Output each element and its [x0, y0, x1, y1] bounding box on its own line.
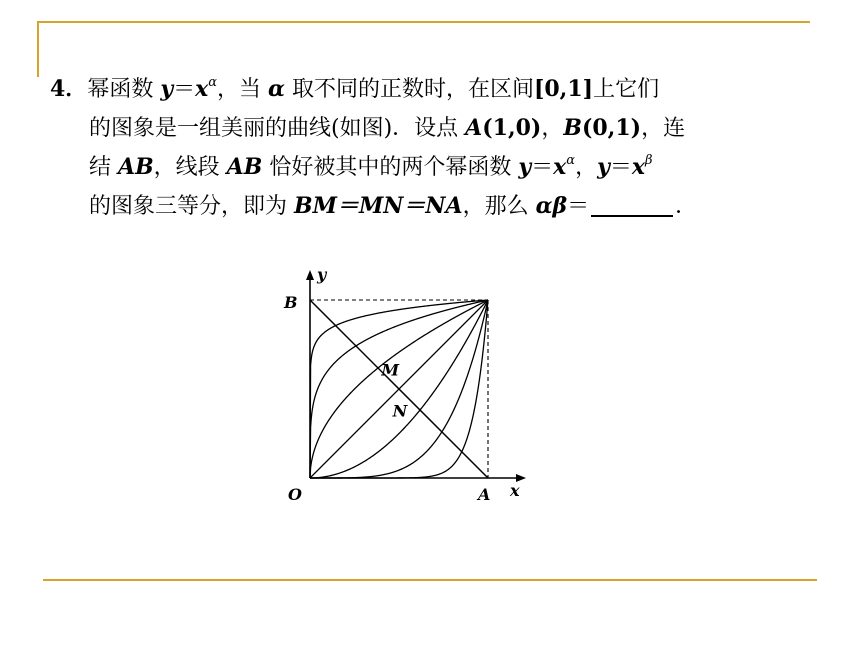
power-function-figure [270, 258, 530, 508]
problem-text [50, 70, 790, 226]
text: ，线段 [153, 155, 227, 180]
frame-left-rule [37, 21, 39, 77]
text: 上它们 [593, 77, 660, 102]
label-x: x [510, 481, 520, 500]
text: 的图象是一组美丽的曲线(如图)．设点 [89, 116, 466, 141]
text: 幂函数 [87, 77, 161, 102]
text: 结 [89, 155, 118, 180]
var-y: y [518, 154, 532, 180]
problem-number: 4． [50, 76, 88, 102]
var-y: y [160, 76, 174, 102]
text: ， [575, 155, 598, 180]
text: 的图象三等分，即为 [89, 194, 294, 219]
coord-A: (1,0) [482, 115, 542, 141]
point-A: A [465, 115, 483, 141]
text: 恰好被其中的两个幂函数 [262, 155, 519, 180]
text: ＝ [531, 155, 554, 180]
text: ． [675, 194, 698, 219]
label-A: A [478, 485, 491, 504]
label-N: N [392, 401, 408, 421]
label-B: B [284, 293, 298, 312]
exponent-alpha: α [208, 74, 218, 90]
segment-AB: AB [118, 154, 154, 180]
coord-B: (0,1) [581, 115, 642, 141]
segment-AB: AB [226, 154, 263, 180]
frame-bottom-rule [43, 579, 817, 581]
answer-blank[interactable] [591, 193, 673, 217]
equal-segments: BM＝MN＝NA [294, 193, 463, 219]
var-x: x [195, 76, 209, 102]
point-B: B [563, 115, 582, 141]
text: ＝ [567, 194, 590, 219]
problem-line-2 [50, 109, 790, 148]
label-M: M [381, 360, 400, 380]
text: ，当 [217, 77, 269, 102]
text: ＝ [609, 155, 632, 180]
var-x: x [631, 154, 646, 180]
problem-line-4 [50, 187, 790, 226]
exponent-alpha: α [566, 152, 576, 168]
var-alpha: α [268, 76, 285, 102]
problem-line-1 [50, 70, 790, 109]
text: ， [541, 116, 564, 141]
var-x: x [553, 154, 567, 180]
frame-top-rule [37, 21, 810, 23]
exponent-beta: β [645, 152, 653, 168]
label-y: y [317, 265, 327, 284]
problem-line-3 [50, 148, 790, 187]
text: ＝ [173, 77, 196, 102]
label-O: O [288, 485, 302, 504]
interval: [0,1] [533, 76, 594, 102]
product-alpha-beta: αβ [535, 193, 568, 219]
text: ，那么 [462, 194, 536, 219]
y-axis-arrow [306, 270, 314, 280]
text: 取不同的正数时，在区间 [284, 77, 534, 102]
text: ，连 [641, 116, 686, 141]
var-y: y [597, 154, 610, 180]
